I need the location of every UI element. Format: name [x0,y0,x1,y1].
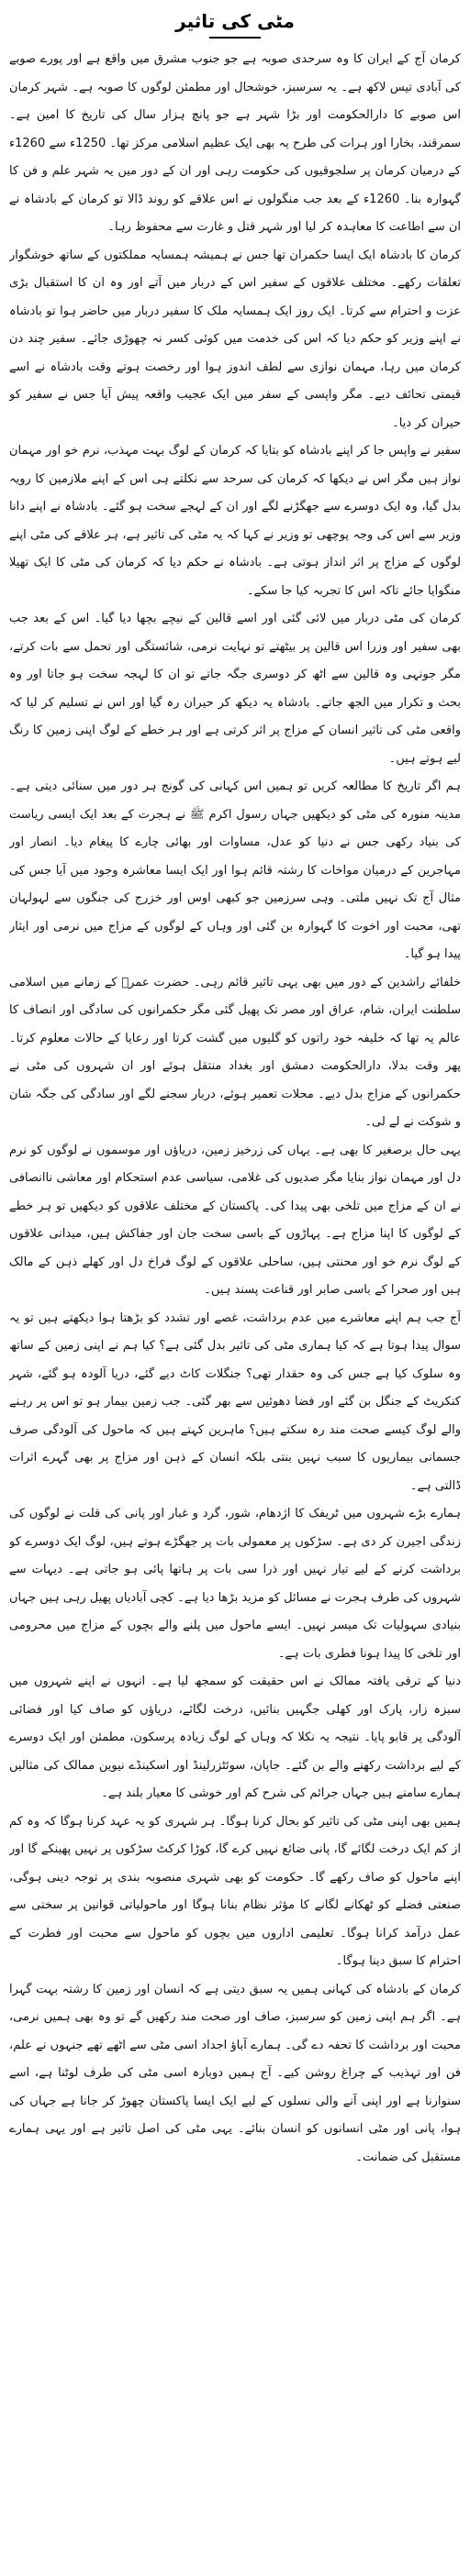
article-body [9,46,461,2563]
article-paragraph: خلفائے راشدین کے دور میں بھی یہی تاثیر قائم رہی۔ حضرت عمرؓ کے زمانے میں اسلامی سلطنت ایران، شام، عراق اور مصر تک پھیل گئی مگر حکمرانوں کی سادگی اور انصاف کا عالم یہ تھا کہ خلیفہ خود راتوں کو گلیوں میں گشت کرتا اور رعایا کے حالات معلوم کرتا۔ پھر وقت بدلا، دارالحکومت دمشق اور بغداد منتقل ہوئے اور ان شہروں کی مٹی نے حکمرانوں کے مزاج بدل دیے۔ محلات تعمیر ہوئے، دربار سجنے لگے اور سادگی کی جگہ شان و شوکت نے لے لی۔ [9,975,461,1129]
article-paragraph: کرمان آج کے ایران کا وہ سرحدی صوبہ ہے جو جنوب مشرق میں واقع ہے اور پورے صوبے کی آبادی تیس لاکھ ہے۔ یہ سرسبز، خوشحال اور مطمئن لوگوں کا صوبہ ہے۔ شہر کرمان اس صوبے کا دارالحکومت اور بڑا شہر ہے جو پانچ ہزار سال کی تاریخ کا امین ہے۔ سمرقند، بخارا اور ہرات کی طرح یہ بھی ایک عظیم اسلامی مرکز تھا۔ 1250ء سے 1260ء کے درمیان کرمان پر سلجوقیوں کی حکومت رہی اور ان کے دور میں یہ شہر علم و فن کا گہوارہ بنا۔ 1260ء کے بعد جب منگولوں نے اس علاقے کو روند ڈالا تو کرمان کے بادشاہ نے ان سے اطاعت کا معاہدہ کر لیا اور شہر قتل و غارت سے محفوظ رہا۔ [9,52,461,234]
article-title: مٹی کی تاثیر [175,10,295,32]
article-paragraph: کرمان کا بادشاہ ایک ایسا حکمران تھا جس نے ہمیشہ ہمسایہ مملکتوں کے ساتھ خوشگوار تعلقات رکھے۔ مختلف علاقوں کے سفیر اس کے دربار میں آتے اور وہ ان کا استقبال بڑی عزت و احترام سے کرتا۔ ایک روز ایک ہمسایہ ملک کا سفیر دربار میں حاضر ہوا تو بادشاہ نے اپنے وزیر کو حکم دیا کہ اس کی خدمت میں کوئی کسر نہ چھوڑی جائے۔ سفیر چند دن کرمان میں رہا، مہمان نوازی سے لطف اندوز ہوا اور رخصت ہوتے وقت بادشاہ نے اسے قیمتی تحائف دیے۔ مگر واپسی کے سفر میں ایک عجیب واقعہ پیش آیا جس نے سفیر کو حیران کر دیا۔ [9,248,461,430]
article-paragraph: ہمیں بھی اپنی مٹی کی تاثیر کو بحال کرنا ہوگا۔ ہر شہری کو یہ عہد کرنا ہوگا کہ وہ کم از کم ایک درخت لگائے گا، پانی ضائع نہیں کرے گا، کوڑا کرکٹ سڑکوں پر نہیں پھینکے گا اور اپنے ماحول کو صاف رکھے گا۔ حکومت کو بھی شہری منصوبہ بندی پر توجہ دینی ہوگی، صنعتی فضلے کو ٹھکانے لگانے کا مؤثر نظام بنانا ہوگا اور ماحولیاتی قوانین پر سختی سے عمل درآمد کرانا ہوگا۔ تعلیمی اداروں میں بچوں کو ماحول سے محبت اور فطرت کے احترام کا سبق دینا ہوگا۔ [9,1814,461,1968]
article-paragraph: ہم اگر تاریخ کا مطالعہ کریں تو ہمیں اس کہانی کی گونج ہر دور میں سنائی دیتی ہے۔ مدینہ منورہ کی مٹی کو دیکھیں جہاں رسول اکرم ﷺ نے ہجرت کے بعد ایک ایسی ریاست کی بنیاد رکھی جس نے دنیا کو عدل، مساوات اور بھائی چارے کا پیغام دیا۔ انصار اور مہاجرین کے درمیان مواخات کا رشتہ قائم ہوا اور ایک ایسا معاشرہ وجود میں آیا جس کی مثال آج تک نہیں ملتی۔ وہی سرزمین جو کبھی اوس اور خزرج کی جنگوں سے لہولہان تھی، محبت اور اخوت کا گہوارہ بن گئی اور وہاں کے لوگوں کے مزاج میں نرمی اور ایثار پیدا ہو گیا۔ [9,779,461,961]
article-paragraph: کرمان کی مٹی دربار میں لائی گئی اور اسے قالین کے نیچے بچھا دیا گیا۔ اس کے بعد جب بھی سفیر اور وزرا اس قالین پر بیٹھتے تو نہایت نرمی، شائستگی اور تحمل سے بات کرتے، مگر جونہی وہ قالین سے اٹھ کر دوسری جگہ جاتے تو ان کا لہجہ سخت ہو جاتا اور وہ بحث و تکرار میں الجھ جاتے۔ بادشاہ یہ دیکھ کر حیران رہ گیا اور اس نے تسلیم کر لیا کہ واقعی مٹی کی تاثیر انسان کے مزاج پر اثر کرتی ہے اور ہر خطے کے لوگ اپنی زمین کا رنگ لیے ہوتے ہیں۔ [9,612,461,766]
article-paragraph: آج جب ہم اپنے معاشرے میں عدم برداشت، غصے اور تشدد کو بڑھتا ہوا دیکھتے ہیں تو یہ سوال پیدا ہوتا ہے کہ کیا ہماری مٹی کی تاثیر بدل گئی ہے؟ کیا ہم نے اپنی زمین کے ساتھ وہ سلوک کیا ہے جس کی وہ حقدار تھی؟ جنگلات کاٹ دیے گئے، دریا آلودہ ہو گئے، شہر کنکریٹ کے جنگل بن گئے اور فضا دھوئیں سے بھر گئی۔ جب زمین بیمار ہو تو اس پر رہنے والے لوگ کیسے صحت مند رہ سکتے ہیں؟ ماہرین کہتے ہیں کہ ماحول کی آلودگی صرف جسمانی بیماریوں کا سبب نہیں بنتی بلکہ انسان کے ذہن اور مزاج پر بھی گہرے اثرات ڈالتی ہے۔ [9,1310,461,1493]
title-underline [209,37,261,39]
article-paragraph: کرمان کے بادشاہ کی کہانی ہمیں یہ سبق دیتی ہے کہ انسان اور زمین کا رشتہ بہت گہرا ہے۔ اگر ہم اپنی زمین کو سرسبز، صاف اور صحت مند رکھیں گے تو وہ بھی ہمیں نرمی، محبت اور برداشت کا تحفہ دے گی۔ ہمارے آباؤ اجداد اسی مٹی سے اٹھے تھے جنہوں نے علم، فن اور تہذیب کے چراغ روشن کیے۔ آج ہمیں دوبارہ اسی مٹی کی طرف لوٹنا ہے، اسے سنوارنا ہے اور اپنی آنے والی نسلوں کے لیے ایک ایسا پاکستان چھوڑ کر جانا ہے جہاں کی ہوا، پانی اور مٹی انسانوں کو انسان بنائے۔ یہی مٹی کی اصل تاثیر ہے اور یہی ہمارے مستقبل کی ضمانت۔ [9,1982,461,2164]
article-paragraph: سفیر نے واپس جا کر اپنے بادشاہ کو بتایا کہ کرمان کے لوگ بہت مہذب، نرم خو اور مہمان نواز ہیں مگر اس نے دیکھا کہ کرمان کی سرحد سے نکلتے ہی اس کے اپنے ملازمین کا رویہ بدل گیا، وہ ایک دوسرے سے جھگڑنے لگے اور ان کے لہجے سخت ہو گئے۔ بادشاہ نے اپنے دانا وزیر سے اس کی وجہ پوچھی تو وزیر نے کہا کہ یہ مٹی کی تاثیر ہے، ہر علاقے کی مٹی اپنے لوگوں کے مزاج پر اثر انداز ہوتی ہے۔ بادشاہ نے حکم دیا کہ کرمان کی مٹی کا ایک تھیلا منگوایا جائے تاکہ اس کا تجربہ کیا جا سکے۔ [9,444,461,598]
article-paragraph: دنیا کے ترقی یافتہ ممالک نے اس حقیقت کو سمجھ لیا ہے۔ انہوں نے اپنے شہروں میں سبزہ زار، پارک اور کھلی جگہیں بنائیں، درخت لگائے، دریاؤں کو صاف کیا اور فضائی آلودگی پر قابو پایا۔ نتیجہ یہ نکلا کہ وہاں کے لوگ زیادہ پرسکون، مطمئن اور ایک دوسرے کے لیے برداشت رکھنے والے بن گئے۔ جاپان، سوئٹزرلینڈ اور اسکینڈے نیوین ممالک کی مثالیں ہمارے سامنے ہیں جہاں جرائم کی شرح کم اور خوشی کا معیار بلند ہے۔ [9,1675,461,1800]
article-paragraph: ہمارے بڑے شہروں میں ٹریفک کا اژدھام، شور، گرد و غبار اور پانی کی قلت نے لوگوں کی زندگی اجیرن کر دی ہے۔ سڑکوں پر معمولی بات پر جھگڑے ہوتے ہیں، لوگ ایک دوسرے کو برداشت کرنے کے لیے تیار نہیں اور ذرا سی بات پر ہاتھا پائی ہو جاتی ہے۔ دیہات سے شہروں کی طرف ہجرت نے مسائل کو مزید بڑھا دیا ہے۔ کچی آبادیاں پھیل رہی ہیں جہاں بنیادی سہولیات تک میسر نہیں۔ ایسے ماحول میں پلنے والے بچوں کے مزاج میں محرومی اور تلخی کا پیدا ہونا فطری بات ہے۔ [9,1507,461,1661]
article-paragraph: یہی حال برصغیر کا بھی ہے۔ یہاں کی زرخیز زمین، دریاؤں اور موسموں نے لوگوں کو نرم دل اور مہمان نواز بنایا مگر صدیوں کی غلامی، سیاسی عدم استحکام اور معاشی ناانصافی نے ان کے مزاج میں تلخی بھی پیدا کی۔ پاکستان کے مختلف علاقوں کو دیکھیں تو ہر خطے کے لوگوں کا اپنا مزاج ہے۔ پہاڑوں کے باسی سخت جان اور جفاکش ہیں، میدانی علاقوں کے لوگ نرم خو اور محنتی ہیں، ساحلی علاقوں کے لوگ فراخ دل اور کھلے ذہن کے مالک ہیں اور صحرا کے باسی صابر اور قناعت پسند ہیں۔ [9,1143,461,1297]
